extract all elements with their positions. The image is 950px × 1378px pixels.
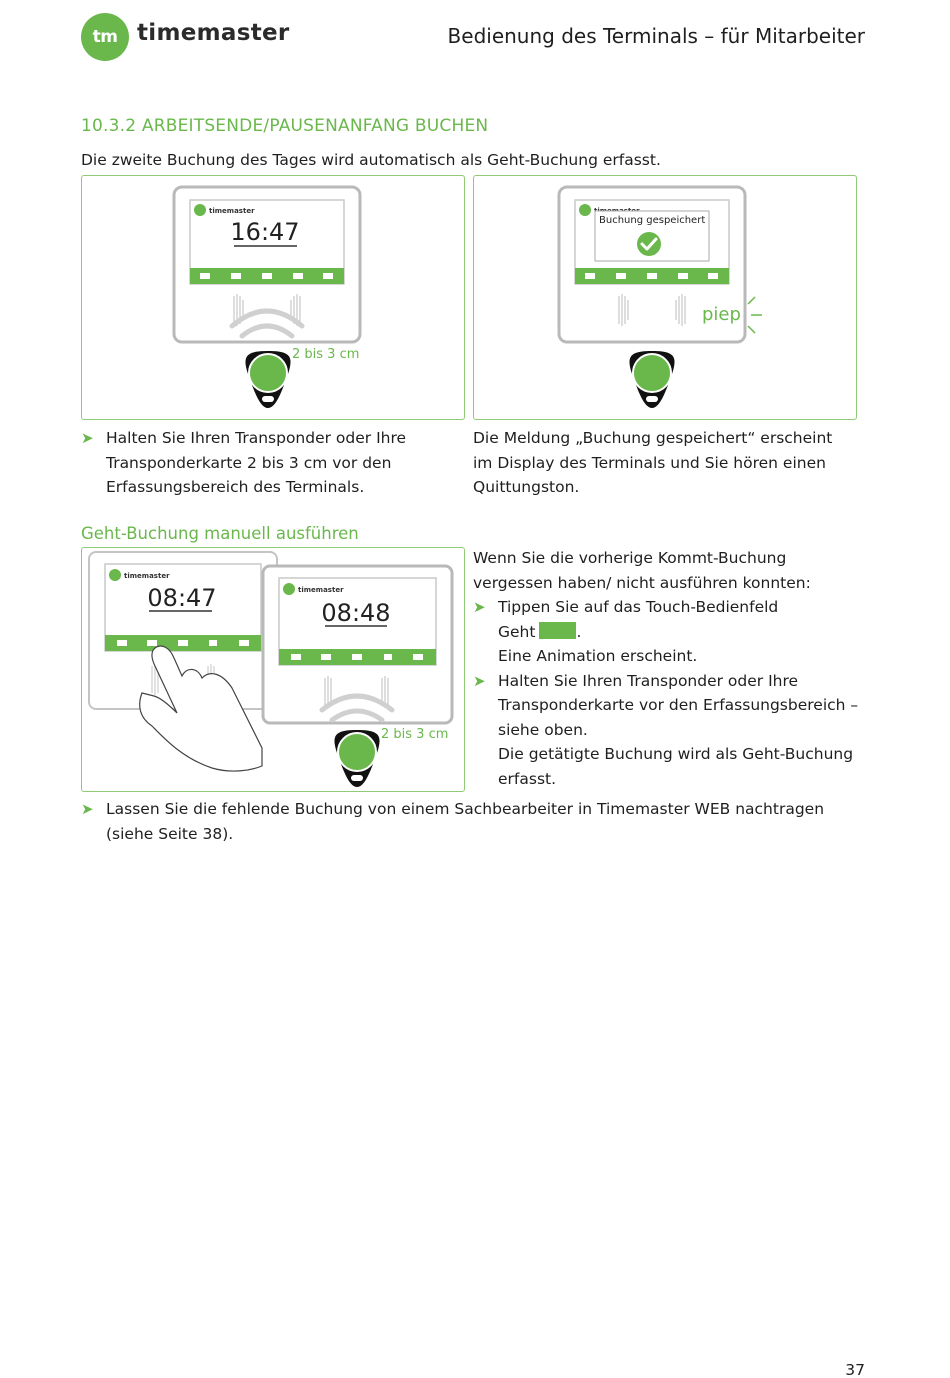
text-line: Transponderkarte vor den Erfassungsbereich – <box>498 696 859 714</box>
instruction-hold-transponder <box>81 426 465 500</box>
page-header-title: Bedienung des Terminals – für Mitarbeiter <box>447 24 865 48</box>
bullet-chevron-icon: ➤ <box>81 429 94 447</box>
footer-note <box>81 797 881 846</box>
bullet-chevron-icon: ➤ <box>473 671 486 690</box>
text-line: erfasst. <box>498 769 557 788</box>
text-line: Die Meldung „Buchung gespeichert“ erscheint <box>473 429 833 447</box>
text-line: Quittungston. <box>473 478 580 496</box>
text-line: Eine Animation erscheint. <box>498 647 698 665</box>
terminal-time: 08:47 <box>147 584 217 612</box>
text-line: Die getätigte Buchung wird als Geht-Buchung <box>498 745 854 763</box>
terminal-illustration <box>82 176 465 420</box>
terminal-brand: timemaster <box>298 586 344 594</box>
terminal-illustration <box>474 176 857 420</box>
geht-button-icon <box>539 622 576 639</box>
bullet-chevron-icon: ➤ <box>81 800 94 818</box>
geht-label: Geht <box>498 622 536 641</box>
text-line: Lassen Sie die fehlende Buchung von einem Sachbearbeiter in Timemaster WEB nachtragen <box>106 800 825 818</box>
terminal-time: 08:48 <box>321 599 391 627</box>
text-line: vergessen haben/ nicht ausführen konnten: <box>473 573 811 592</box>
manual-terminal-illustration <box>82 548 465 792</box>
text-line: Halten Sie Ihren Transponder oder Ihre <box>498 671 799 690</box>
bullet-chevron-icon: ➤ <box>473 598 486 616</box>
section-heading: 10.3.2 ARBEITSENDE/PAUSENANFANG BUCHEN <box>81 116 489 136</box>
distance-label: 2 bis 3 cm <box>381 727 449 742</box>
terminal-time: 16:47 <box>230 218 300 246</box>
text-line: Geht . <box>498 622 582 641</box>
illustration-manual-booking <box>81 547 465 792</box>
transponder-icon <box>245 351 290 408</box>
text-line: Wenn Sie die vorherige Kommt-Buchung <box>473 549 787 567</box>
text-line: Tippen Sie auf das Touch-Bedienfeld <box>498 598 779 616</box>
text-line: im Display des Terminals und Sie hören einen <box>473 453 826 472</box>
page-number: 37 <box>845 1361 865 1378</box>
section-intro: Die zweite Buchung des Tages wird automatisch als Geht-Buchung erfasst. <box>81 151 661 169</box>
terminal-message: Buchung gespeichert <box>599 215 706 226</box>
subheading-manual: Geht-Buchung manuell ausführen <box>81 524 359 543</box>
text-line: Erfassungsbereich des Terminals. <box>106 478 365 496</box>
illustration-terminal-booking <box>81 175 465 420</box>
text-line: (siehe Seite 38). <box>106 824 234 843</box>
terminal-brand: timemaster <box>124 572 170 580</box>
logo-mark-icon: tm <box>81 13 129 61</box>
text-line: siehe oben. <box>498 720 588 739</box>
transponder-icon <box>629 351 674 408</box>
sound-rays-icon <box>748 297 762 333</box>
description-booking-saved <box>473 426 873 500</box>
transponder-icon <box>334 730 379 787</box>
manual-instructions <box>473 546 873 791</box>
check-icon <box>637 232 661 256</box>
text-line: Transponderkarte 2 bis 3 cm vor den <box>106 453 392 472</box>
logo-text: timemaster <box>137 20 290 46</box>
illustration-booking-saved <box>473 175 857 420</box>
terminal-brand: timemaster <box>209 207 255 215</box>
text-line: Halten Sie Ihren Transponder oder Ihre <box>106 429 407 447</box>
beep-label: piep <box>702 304 741 325</box>
distance-label: 2 bis 3 cm <box>292 347 360 362</box>
